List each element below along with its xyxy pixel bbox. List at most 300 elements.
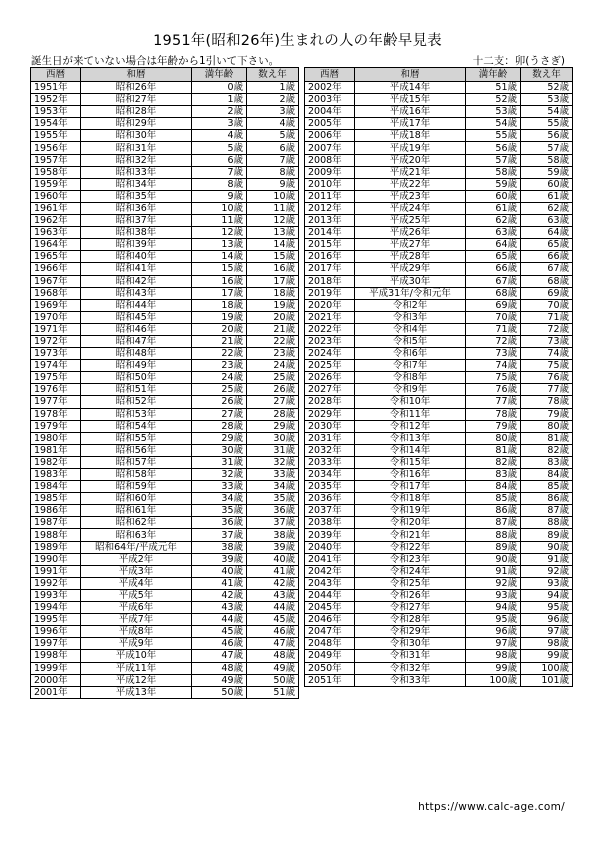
kazoe-age-cell: 8歳 bbox=[247, 166, 299, 178]
kazoe-age-cell: 16歳 bbox=[247, 263, 299, 275]
full-age-cell: 19歳 bbox=[192, 311, 247, 323]
japanese-era-cell: 令和19年 bbox=[355, 505, 466, 517]
table-row bbox=[305, 227, 573, 239]
kazoe-age-cell: 31歳 bbox=[247, 444, 299, 456]
japanese-era-cell: 平成18年 bbox=[355, 130, 466, 142]
western-year-cell: 1954年 bbox=[31, 118, 81, 130]
table-row bbox=[305, 348, 573, 360]
kazoe-age-cell: 100歳 bbox=[521, 662, 573, 674]
full-age-cell: 66歳 bbox=[466, 263, 521, 275]
japanese-era-cell: 昭和62年 bbox=[81, 517, 192, 529]
kazoe-age-cell: 14歳 bbox=[247, 239, 299, 251]
japanese-era-cell: 平成9年 bbox=[81, 638, 192, 650]
kazoe-age-cell: 87歳 bbox=[521, 505, 573, 517]
western-year-cell: 1959年 bbox=[31, 178, 81, 190]
table-row bbox=[31, 626, 299, 638]
japanese-era-cell: 平成30年 bbox=[355, 275, 466, 287]
table-row bbox=[31, 602, 299, 614]
western-year-cell: 2011年 bbox=[305, 190, 355, 202]
japanese-era-cell: 令和21年 bbox=[355, 529, 466, 541]
western-year-cell: 2046年 bbox=[305, 614, 355, 626]
table-row bbox=[305, 360, 573, 372]
table-row bbox=[31, 553, 299, 565]
japanese-era-cell: 令和10年 bbox=[355, 396, 466, 408]
japanese-era-cell: 平成24年 bbox=[355, 202, 466, 214]
kazoe-age-cell: 70歳 bbox=[521, 299, 573, 311]
full-age-cell: 57歳 bbox=[466, 154, 521, 166]
full-age-cell: 20歳 bbox=[192, 323, 247, 335]
western-year-cell: 1980年 bbox=[31, 432, 81, 444]
table-row bbox=[31, 348, 299, 360]
japanese-era-cell: 平成26年 bbox=[355, 227, 466, 239]
japanese-era-cell: 平成5年 bbox=[81, 589, 192, 601]
japanese-era-cell: 令和16年 bbox=[355, 469, 466, 481]
full-age-cell: 3歳 bbox=[192, 118, 247, 130]
western-year-cell: 2012年 bbox=[305, 202, 355, 214]
kazoe-age-cell: 69歳 bbox=[521, 287, 573, 299]
kazoe-age-cell: 12歳 bbox=[247, 215, 299, 227]
western-year-cell: 1969年 bbox=[31, 299, 81, 311]
japanese-era-cell: 令和13年 bbox=[355, 432, 466, 444]
table-row bbox=[31, 82, 299, 94]
full-age-cell: 94歳 bbox=[466, 602, 521, 614]
table-row bbox=[31, 372, 299, 384]
table-row bbox=[305, 323, 573, 335]
western-year-cell: 2006年 bbox=[305, 130, 355, 142]
japanese-era-cell: 令和33年 bbox=[355, 674, 466, 686]
western-year-cell: 1987年 bbox=[31, 517, 81, 529]
table-row bbox=[305, 106, 573, 118]
table-row bbox=[305, 154, 573, 166]
western-year-cell: 2038年 bbox=[305, 517, 355, 529]
table-row bbox=[305, 202, 573, 214]
kazoe-age-cell: 45歳 bbox=[247, 614, 299, 626]
kazoe-age-cell: 20歳 bbox=[247, 311, 299, 323]
table-row bbox=[305, 178, 573, 190]
kazoe-age-cell: 42歳 bbox=[247, 577, 299, 589]
full-age-cell: 60歳 bbox=[466, 190, 521, 202]
kazoe-age-cell: 23歳 bbox=[247, 348, 299, 360]
western-year-cell: 1975年 bbox=[31, 372, 81, 384]
full-age-cell: 29歳 bbox=[192, 432, 247, 444]
table-row bbox=[305, 517, 573, 529]
table-row bbox=[31, 565, 299, 577]
full-age-cell: 42歳 bbox=[192, 589, 247, 601]
western-year-cell: 2032年 bbox=[305, 444, 355, 456]
japanese-era-cell: 昭和26年 bbox=[81, 82, 192, 94]
full-age-cell: 38歳 bbox=[192, 541, 247, 553]
western-year-cell: 2036年 bbox=[305, 493, 355, 505]
table-row bbox=[31, 178, 299, 190]
kazoe-age-cell: 10歳 bbox=[247, 190, 299, 202]
western-year-cell: 1995年 bbox=[31, 614, 81, 626]
western-year-cell: 1986年 bbox=[31, 505, 81, 517]
kazoe-age-cell: 21歳 bbox=[247, 323, 299, 335]
page-title: 1951年(昭和26年)生まれの人の年齢早見表 bbox=[153, 33, 442, 49]
table-row bbox=[305, 432, 573, 444]
western-year-cell: 2014年 bbox=[305, 227, 355, 239]
western-year-cell: 1956年 bbox=[31, 142, 81, 154]
table-row bbox=[31, 287, 299, 299]
western-year-cell: 1951年 bbox=[31, 82, 81, 94]
table-row bbox=[31, 589, 299, 601]
age-table-right bbox=[304, 67, 573, 687]
japanese-era-cell: 昭和55年 bbox=[81, 432, 192, 444]
table-row bbox=[31, 493, 299, 505]
table-row bbox=[305, 263, 573, 275]
table-row bbox=[31, 638, 299, 650]
kazoe-age-cell: 53歳 bbox=[521, 94, 573, 106]
table-row bbox=[31, 650, 299, 662]
japanese-era-cell: 令和12年 bbox=[355, 420, 466, 432]
full-age-cell: 86歳 bbox=[466, 505, 521, 517]
table-header bbox=[305, 68, 573, 82]
japanese-era-cell: 令和18年 bbox=[355, 493, 466, 505]
western-year-cell: 1952年 bbox=[31, 94, 81, 106]
western-year-cell: 1977年 bbox=[31, 396, 81, 408]
kazoe-age-cell: 65歳 bbox=[521, 239, 573, 251]
full-age-cell: 13歳 bbox=[192, 239, 247, 251]
table-row bbox=[31, 432, 299, 444]
japanese-era-cell: 昭和59年 bbox=[81, 481, 192, 493]
japanese-era-cell: 令和6年 bbox=[355, 348, 466, 360]
kazoe-age-cell: 99歳 bbox=[521, 650, 573, 662]
kazoe-age-cell: 78歳 bbox=[521, 396, 573, 408]
birthday-note: 誕生日が来ていない場合は年齢から1引いて下さい。 bbox=[31, 55, 280, 67]
table-row bbox=[305, 420, 573, 432]
full-age-cell: 64歳 bbox=[466, 239, 521, 251]
table-row bbox=[31, 130, 299, 142]
japanese-era-cell: 昭和45年 bbox=[81, 311, 192, 323]
header-full-age: 満年齢 bbox=[466, 68, 521, 82]
western-year-cell: 2020年 bbox=[305, 299, 355, 311]
japanese-era-cell: 令和8年 bbox=[355, 372, 466, 384]
western-year-cell: 1993年 bbox=[31, 589, 81, 601]
header-kazoe-age: 数え年 bbox=[247, 68, 299, 82]
western-year-cell: 1984年 bbox=[31, 481, 81, 493]
kazoe-age-cell: 98歳 bbox=[521, 638, 573, 650]
japanese-era-cell: 昭和57年 bbox=[81, 456, 192, 468]
table-row bbox=[31, 299, 299, 311]
japanese-era-cell: 昭和28年 bbox=[81, 106, 192, 118]
zodiac-label: 十二支：卯(うさぎ) bbox=[472, 55, 565, 67]
western-year-cell: 2039年 bbox=[305, 529, 355, 541]
western-year-cell: 2051年 bbox=[305, 674, 355, 686]
full-age-cell: 96歳 bbox=[466, 626, 521, 638]
western-year-cell: 2001年 bbox=[31, 686, 81, 698]
kazoe-age-cell: 27歳 bbox=[247, 396, 299, 408]
full-age-cell: 28歳 bbox=[192, 420, 247, 432]
japanese-era-cell: 令和23年 bbox=[355, 553, 466, 565]
japanese-era-cell: 昭和58年 bbox=[81, 469, 192, 481]
table-body bbox=[31, 82, 299, 699]
western-year-cell: 1961年 bbox=[31, 202, 81, 214]
table-row bbox=[31, 106, 299, 118]
japanese-era-cell: 平成3年 bbox=[81, 565, 192, 577]
full-age-cell: 55歳 bbox=[466, 130, 521, 142]
full-age-cell: 27歳 bbox=[192, 408, 247, 420]
kazoe-age-cell: 25歳 bbox=[247, 372, 299, 384]
full-age-cell: 65歳 bbox=[466, 251, 521, 263]
table-row bbox=[305, 408, 573, 420]
table-row bbox=[31, 541, 299, 553]
table-row bbox=[305, 674, 573, 686]
kazoe-age-cell: 79歳 bbox=[521, 408, 573, 420]
full-age-cell: 77歳 bbox=[466, 396, 521, 408]
japanese-era-cell: 平成28年 bbox=[355, 251, 466, 263]
japanese-era-cell: 昭和33年 bbox=[81, 166, 192, 178]
kazoe-age-cell: 63歳 bbox=[521, 215, 573, 227]
japanese-era-cell: 平成17年 bbox=[355, 118, 466, 130]
full-age-cell: 81歳 bbox=[466, 444, 521, 456]
kazoe-age-cell: 29歳 bbox=[247, 420, 299, 432]
full-age-cell: 18歳 bbox=[192, 299, 247, 311]
western-year-cell: 1976年 bbox=[31, 384, 81, 396]
japanese-era-cell: 令和5年 bbox=[355, 335, 466, 347]
kazoe-age-cell: 50歳 bbox=[247, 674, 299, 686]
full-age-cell: 25歳 bbox=[192, 384, 247, 396]
kazoe-age-cell: 41歳 bbox=[247, 565, 299, 577]
kazoe-age-cell: 22歳 bbox=[247, 335, 299, 347]
western-year-cell: 1964年 bbox=[31, 239, 81, 251]
full-age-cell: 62歳 bbox=[466, 215, 521, 227]
table-row bbox=[31, 517, 299, 529]
table-row bbox=[305, 311, 573, 323]
kazoe-age-cell: 71歳 bbox=[521, 311, 573, 323]
full-age-cell: 17歳 bbox=[192, 287, 247, 299]
kazoe-age-cell: 61歳 bbox=[521, 190, 573, 202]
western-year-cell: 2016年 bbox=[305, 251, 355, 263]
western-year-cell: 1999年 bbox=[31, 662, 81, 674]
full-age-cell: 99歳 bbox=[466, 662, 521, 674]
kazoe-age-cell: 1歳 bbox=[247, 82, 299, 94]
table-row bbox=[305, 251, 573, 263]
table-row bbox=[305, 287, 573, 299]
full-age-cell: 7歳 bbox=[192, 166, 247, 178]
full-age-cell: 67歳 bbox=[466, 275, 521, 287]
japanese-era-cell: 昭和37年 bbox=[81, 215, 192, 227]
western-year-cell: 1998年 bbox=[31, 650, 81, 662]
full-age-cell: 100歳 bbox=[466, 674, 521, 686]
table-row bbox=[305, 215, 573, 227]
western-year-cell: 1991年 bbox=[31, 565, 81, 577]
japanese-era-cell: 昭和49年 bbox=[81, 360, 192, 372]
western-year-cell: 2003年 bbox=[305, 94, 355, 106]
full-age-cell: 4歳 bbox=[192, 130, 247, 142]
japanese-era-cell: 昭和64年/平成元年 bbox=[81, 541, 192, 553]
western-year-cell: 2043年 bbox=[305, 577, 355, 589]
japanese-era-cell: 令和9年 bbox=[355, 384, 466, 396]
western-year-cell: 2026年 bbox=[305, 372, 355, 384]
western-year-cell: 2000年 bbox=[31, 674, 81, 686]
japanese-era-cell: 平成29年 bbox=[355, 263, 466, 275]
japanese-era-cell: 令和4年 bbox=[355, 323, 466, 335]
kazoe-age-cell: 96歳 bbox=[521, 614, 573, 626]
full-age-cell: 54歳 bbox=[466, 118, 521, 130]
full-age-cell: 46歳 bbox=[192, 638, 247, 650]
table-row bbox=[305, 444, 573, 456]
full-age-cell: 59歳 bbox=[466, 178, 521, 190]
kazoe-age-cell: 60歳 bbox=[521, 178, 573, 190]
kazoe-age-cell: 33歳 bbox=[247, 469, 299, 481]
table-row bbox=[31, 94, 299, 106]
table-row bbox=[305, 275, 573, 287]
western-year-cell: 1971年 bbox=[31, 323, 81, 335]
kazoe-age-cell: 90歳 bbox=[521, 541, 573, 553]
western-year-cell: 1972年 bbox=[31, 335, 81, 347]
japanese-era-cell: 令和3年 bbox=[355, 311, 466, 323]
western-year-cell: 1968年 bbox=[31, 287, 81, 299]
western-year-cell: 2007年 bbox=[305, 142, 355, 154]
japanese-era-cell: 昭和44年 bbox=[81, 299, 192, 311]
table-row bbox=[305, 614, 573, 626]
japanese-era-cell: 平成13年 bbox=[81, 686, 192, 698]
kazoe-age-cell: 81歳 bbox=[521, 432, 573, 444]
full-age-cell: 90歳 bbox=[466, 553, 521, 565]
western-year-cell: 2024年 bbox=[305, 348, 355, 360]
kazoe-age-cell: 83歳 bbox=[521, 456, 573, 468]
header-full-age: 満年齢 bbox=[192, 68, 247, 82]
western-year-cell: 2008年 bbox=[305, 154, 355, 166]
western-year-cell: 1957年 bbox=[31, 154, 81, 166]
japanese-era-cell: 令和17年 bbox=[355, 481, 466, 493]
full-age-cell: 26歳 bbox=[192, 396, 247, 408]
table-row bbox=[31, 263, 299, 275]
table-row bbox=[31, 614, 299, 626]
footer-url[interactable]: https://www.calc-age.com/ bbox=[418, 801, 565, 813]
full-age-cell: 24歳 bbox=[192, 372, 247, 384]
western-year-cell: 2035年 bbox=[305, 481, 355, 493]
western-year-cell: 1989年 bbox=[31, 541, 81, 553]
table-row bbox=[31, 456, 299, 468]
table-row bbox=[305, 396, 573, 408]
full-age-cell: 10歳 bbox=[192, 202, 247, 214]
kazoe-age-cell: 80歳 bbox=[521, 420, 573, 432]
full-age-cell: 75歳 bbox=[466, 372, 521, 384]
kazoe-age-cell: 68歳 bbox=[521, 275, 573, 287]
table-row bbox=[305, 142, 573, 154]
japanese-era-cell: 令和26年 bbox=[355, 589, 466, 601]
full-age-cell: 84歳 bbox=[466, 481, 521, 493]
western-year-cell: 1994年 bbox=[31, 602, 81, 614]
western-year-cell: 1979年 bbox=[31, 420, 81, 432]
western-year-cell: 1965年 bbox=[31, 251, 81, 263]
kazoe-age-cell: 43歳 bbox=[247, 589, 299, 601]
kazoe-age-cell: 35歳 bbox=[247, 493, 299, 505]
table-row bbox=[305, 602, 573, 614]
full-age-cell: 91歳 bbox=[466, 565, 521, 577]
table-row bbox=[31, 239, 299, 251]
table-row bbox=[31, 420, 299, 432]
japanese-era-cell: 平成4年 bbox=[81, 577, 192, 589]
full-age-cell: 0歳 bbox=[192, 82, 247, 94]
full-age-cell: 58歳 bbox=[466, 166, 521, 178]
western-year-cell: 2018年 bbox=[305, 275, 355, 287]
western-year-cell: 2025年 bbox=[305, 360, 355, 372]
table-row bbox=[305, 553, 573, 565]
western-year-cell: 2021年 bbox=[305, 311, 355, 323]
full-age-cell: 12歳 bbox=[192, 227, 247, 239]
full-age-cell: 41歳 bbox=[192, 577, 247, 589]
western-year-cell: 2042年 bbox=[305, 565, 355, 577]
table-row bbox=[305, 638, 573, 650]
western-year-cell: 1960年 bbox=[31, 190, 81, 202]
table-row bbox=[305, 82, 573, 94]
full-age-cell: 79歳 bbox=[466, 420, 521, 432]
full-age-cell: 82歳 bbox=[466, 456, 521, 468]
kazoe-age-cell: 11歳 bbox=[247, 202, 299, 214]
japanese-era-cell: 昭和51年 bbox=[81, 384, 192, 396]
japanese-era-cell: 昭和38年 bbox=[81, 227, 192, 239]
full-age-cell: 16歳 bbox=[192, 275, 247, 287]
full-age-cell: 73歳 bbox=[466, 348, 521, 360]
kazoe-age-cell: 93歳 bbox=[521, 577, 573, 589]
japanese-era-cell: 昭和53年 bbox=[81, 408, 192, 420]
western-year-cell: 1962年 bbox=[31, 215, 81, 227]
japanese-era-cell: 平成22年 bbox=[355, 178, 466, 190]
table-row bbox=[31, 396, 299, 408]
full-age-cell: 15歳 bbox=[192, 263, 247, 275]
japanese-era-cell: 昭和32年 bbox=[81, 154, 192, 166]
full-age-cell: 1歳 bbox=[192, 94, 247, 106]
kazoe-age-cell: 74歳 bbox=[521, 348, 573, 360]
full-age-cell: 93歳 bbox=[466, 589, 521, 601]
japanese-era-cell: 令和14年 bbox=[355, 444, 466, 456]
full-age-cell: 95歳 bbox=[466, 614, 521, 626]
kazoe-age-cell: 32歳 bbox=[247, 456, 299, 468]
japanese-era-cell: 昭和29年 bbox=[81, 118, 192, 130]
kazoe-age-cell: 64歳 bbox=[521, 227, 573, 239]
table-row bbox=[305, 493, 573, 505]
kazoe-age-cell: 73歳 bbox=[521, 335, 573, 347]
table-row bbox=[305, 469, 573, 481]
western-year-cell: 1963年 bbox=[31, 227, 81, 239]
full-age-cell: 68歳 bbox=[466, 287, 521, 299]
western-year-cell: 2028年 bbox=[305, 396, 355, 408]
kazoe-age-cell: 19歳 bbox=[247, 299, 299, 311]
western-year-cell: 1997年 bbox=[31, 638, 81, 650]
western-year-cell: 2004年 bbox=[305, 106, 355, 118]
western-year-cell: 2029年 bbox=[305, 408, 355, 420]
full-age-cell: 2歳 bbox=[192, 106, 247, 118]
japanese-era-cell: 昭和50年 bbox=[81, 372, 192, 384]
table-row bbox=[31, 251, 299, 263]
table-row bbox=[31, 142, 299, 154]
japanese-era-cell: 令和2年 bbox=[355, 299, 466, 311]
kazoe-age-cell: 67歳 bbox=[521, 263, 573, 275]
kazoe-age-cell: 62歳 bbox=[521, 202, 573, 214]
full-age-cell: 33歳 bbox=[192, 481, 247, 493]
kazoe-age-cell: 39歳 bbox=[247, 541, 299, 553]
full-age-cell: 92歳 bbox=[466, 577, 521, 589]
western-year-cell: 2040年 bbox=[305, 541, 355, 553]
japanese-era-cell: 昭和36年 bbox=[81, 202, 192, 214]
table-row bbox=[31, 311, 299, 323]
kazoe-age-cell: 34歳 bbox=[247, 481, 299, 493]
table-row bbox=[31, 662, 299, 674]
kazoe-age-cell: 5歳 bbox=[247, 130, 299, 142]
kazoe-age-cell: 66歳 bbox=[521, 251, 573, 263]
table-row bbox=[31, 118, 299, 130]
kazoe-age-cell: 49歳 bbox=[247, 662, 299, 674]
kazoe-age-cell: 46歳 bbox=[247, 626, 299, 638]
western-year-cell: 1985年 bbox=[31, 493, 81, 505]
full-age-cell: 71歳 bbox=[466, 323, 521, 335]
japanese-era-cell: 昭和56年 bbox=[81, 444, 192, 456]
japanese-era-cell: 平成11年 bbox=[81, 662, 192, 674]
table-row bbox=[305, 481, 573, 493]
japanese-era-cell: 平成8年 bbox=[81, 626, 192, 638]
